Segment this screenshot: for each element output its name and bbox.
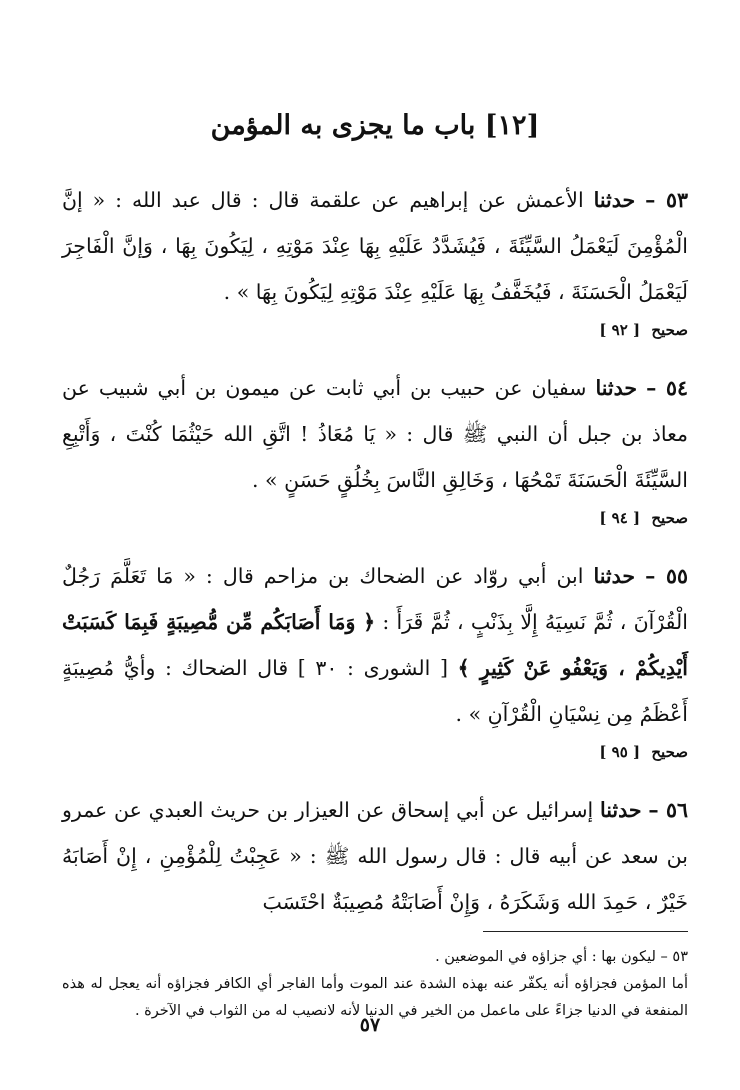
hadith-body: سفيان عن حبيب بن أبي ثابت عن ميمون بن أبي شبيب عن معاذ بن جبل أن النبي ﷺ قال : « يَا مُعَاذُ ! اتَّقِ الله حَيْثُمَا كُنْتَ ، وَأَتْبِعِ السَّيِّئَةَ الْحَسَنَةَ تَمْحُهَا ، وَخَالِقِ النَّاسَ بِخُلُقٍ حَسَنٍ » . xyxy=(62,376,688,493)
hadith-intro: حدثنا xyxy=(593,564,636,589)
hadith-intro: حدثنا xyxy=(595,376,638,401)
quran-verse: ﴿ وَمَا أَصَابَكُم مِّن مُّصِيبَةٍ فَبِمَا كَسَبَتْ أَيْدِيكُمْ ، وَيَعْفُو عَنْ كَثِيرٍ ﴾ xyxy=(62,610,688,681)
hadith-55 xyxy=(62,553,688,765)
hadith-56 xyxy=(62,787,688,925)
hadith-body-cont: [ الشورى : ٣٠ ] قال الضحاك : وأيُّ مُصِيبَةٍ أَعْظَمُ مِن نِسْيَانِ الْقُرْآنِ » . xyxy=(62,656,688,727)
hadith-text xyxy=(62,365,688,503)
chapter-title: [١٢] باب ما يجزى به المؤمن xyxy=(210,110,540,141)
hadith-number: ٥٦ – xyxy=(648,798,688,823)
hadith-text xyxy=(62,787,688,925)
hadith-number: ٥٥ – xyxy=(645,564,688,589)
footnote-line: أما المؤمن فجزاؤه أنه يكفّر عنه بهذه الشدة عند الموت وأما الفاجر أي الكافر فجزاؤه أنه يعجل له هذه المنفعة في الدنيا جزاءً على ماعمل من الخير في الدنيا لأنه لانصيب له من الثواب في الآخرة . xyxy=(62,976,688,1020)
hadith-body: ابن أبي روّاد عن الضحاك بن مزاحم قال : « مَا تَعَلَّمَ رَجُلٌ الْقُرْآنَ ، ثُمَّ نَسِيَهُ إِلَّا بِذَنْبٍ ، ثُمَّ قَرَأَ : xyxy=(62,564,688,635)
grade-ref: [ ٩٥ ] xyxy=(599,743,641,762)
hadith-number: ٥٣ – xyxy=(645,188,688,213)
grade-label: صحيح xyxy=(651,743,688,762)
hadith-grade xyxy=(62,317,688,343)
footnote-line: ٥٣ – ليكون بها : أي جزاؤه في الموضعين . xyxy=(435,949,688,966)
hadith-body: إسرائيل عن أبي إسحاق عن العيزار بن حريث العبدي عن عمرو بن سعد عن أبيه قال : قال رسول الله ﷺ : « عَجِبْتُ لِلْمُؤْمِنِ ، إِنْ أَصَابَهُ خَيْرٌ ، حَمِدَ الله وَشَكَرَهُ ، وَإِنْ أَصَابَتْهُ مُصِيبَةٌ احْتَسَبَ xyxy=(62,798,688,915)
hadith-number: ٥٤ – xyxy=(646,376,688,401)
footnote-divider xyxy=(483,931,688,932)
hadith-text xyxy=(62,553,688,737)
page-number: ٥٧ xyxy=(359,1014,381,1036)
hadith-text xyxy=(62,177,688,315)
hadith-grade xyxy=(62,505,688,531)
hadith-53 xyxy=(62,177,688,343)
grade-label: صحيح xyxy=(651,321,688,340)
hadith-54 xyxy=(62,365,688,531)
grade-label: صحيح xyxy=(651,509,688,528)
grade-ref: [ ٩٤ ] xyxy=(599,509,641,528)
footnotes xyxy=(62,944,688,1025)
hadith-grade xyxy=(62,739,688,765)
hadith-intro: حدثنا xyxy=(593,188,636,213)
hadith-intro: حدثنا xyxy=(600,798,642,823)
hadith-body: الأعمش عن إبراهيم عن علقمة قال : قال عبد الله : « إنَّ الْمُؤْمِنَ لَيَعْمَلُ السَّيِّئَةَ ، فَيُشَدَّدُ عَلَيْهِ بِهَا عِنْدَ مَوْتِهِ ، لِيَكُونَ بِهَا ، وَإنَّ الْفَاجِرَ لَيَعْمَلُ الْحَسَنَةَ ، فَيُخَفَّفُ بِهَا عَلَيْهِ عِنْدَ مَوْتِهِ لِيَكُونَ بِهَا » . xyxy=(62,188,688,305)
grade-ref: [ ٩٢ ] xyxy=(599,321,641,340)
